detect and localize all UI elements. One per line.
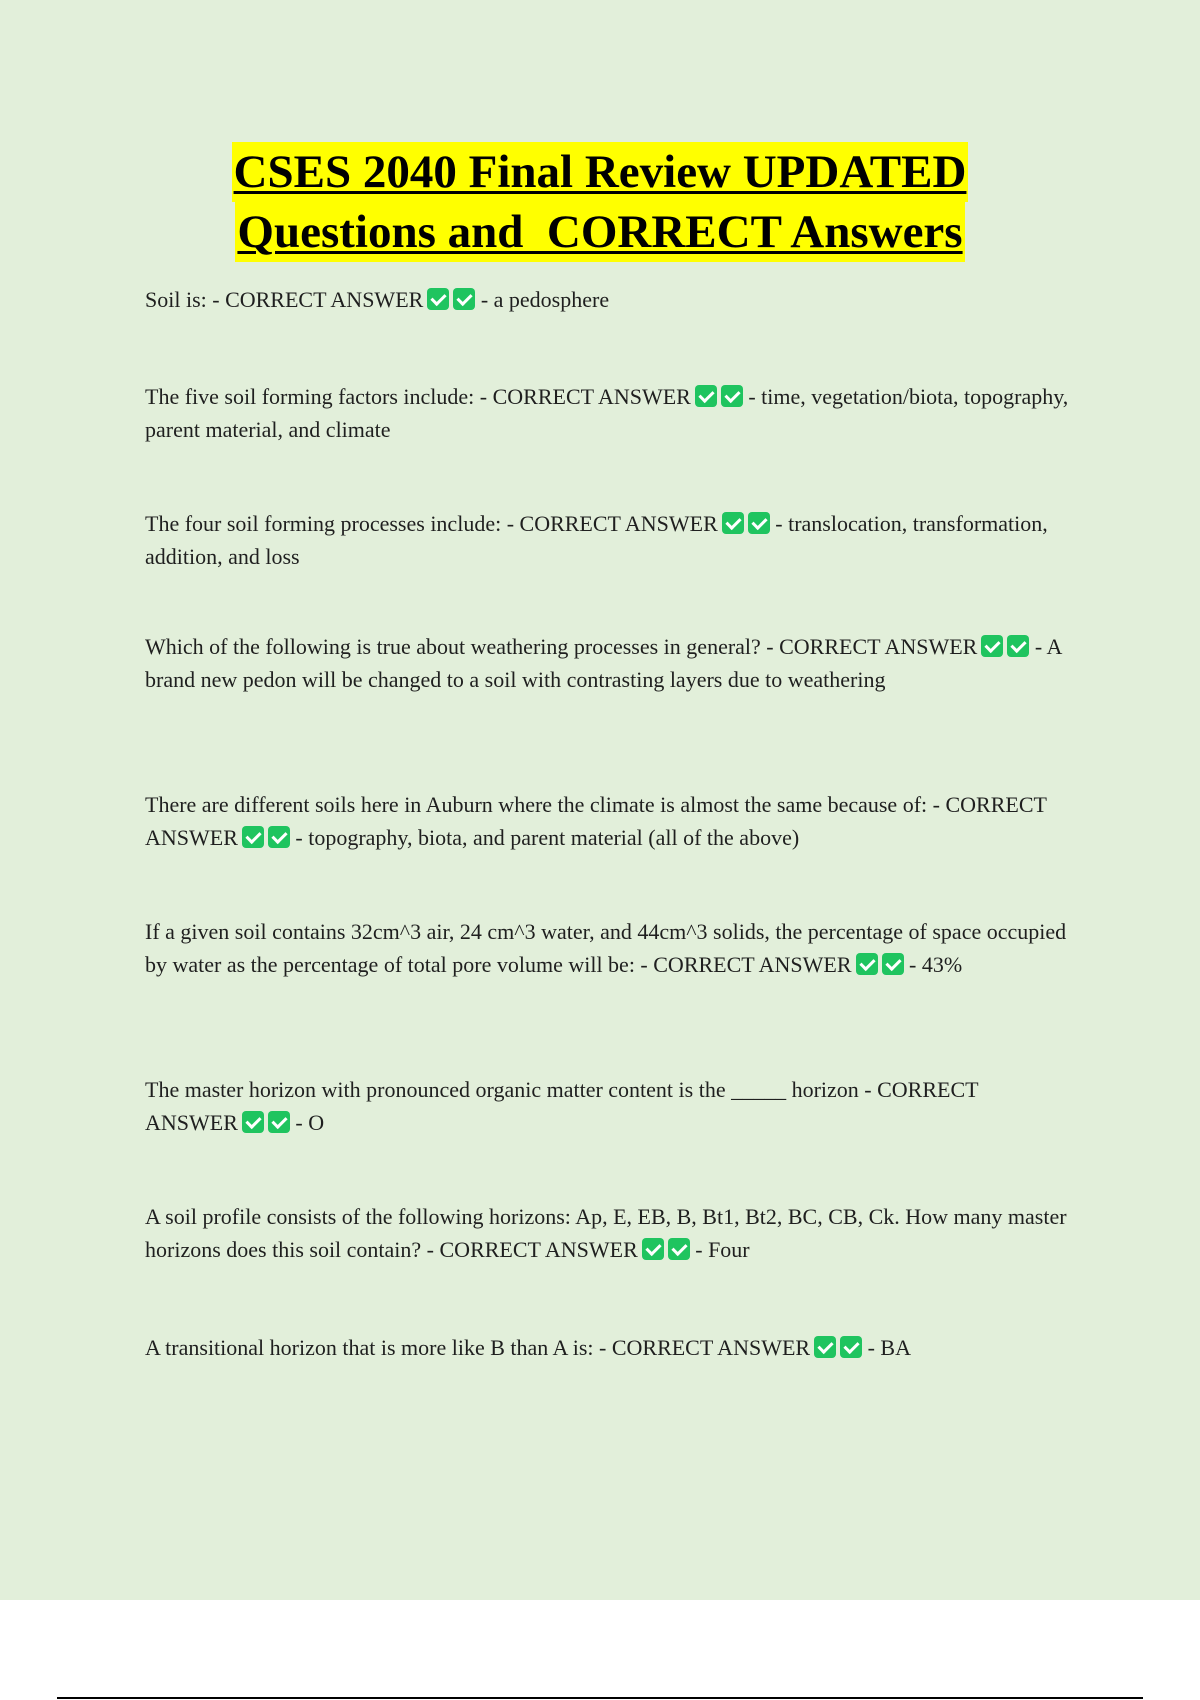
qa-item-1 (145, 283, 1075, 316)
question-text: Soil is: - CORRECT ANSWER (145, 287, 424, 312)
question-text: The five soil forming factors include: - CORRECT ANSWER (145, 384, 691, 409)
answer-text: - time, vegetation/biota, topography, parent material, and climate (145, 384, 1069, 442)
qa-item-4 (145, 630, 1075, 696)
check-mark-icon (668, 1238, 690, 1260)
answer-text: - 43% (909, 952, 963, 977)
check-mark-icon (427, 288, 449, 310)
check-mark-icon (856, 953, 878, 975)
check-mark-icon (268, 1111, 290, 1133)
question-text: Which of the following is true about weathering processes in general? - CORRECT ANSWER (145, 634, 978, 659)
answer-text: - translocation, transformation, addition, and loss (145, 511, 1048, 569)
answer-text: - O (295, 1110, 325, 1135)
check-mark-icon (1007, 635, 1029, 657)
answer-text: - A brand new pedon will be changed to a soil with contrasting layers due to weathering (145, 634, 1062, 692)
check-mark-icon (695, 385, 717, 407)
check-mark-icon (840, 1336, 862, 1358)
qa-item-7 (145, 1073, 1075, 1139)
answer-text: - topography, biota, and parent material (all of the above) (295, 825, 800, 850)
title-line-1: CSES 2040 Final Review UPDATED (232, 142, 969, 202)
check-mark-icon (722, 512, 744, 534)
question-text: A soil profile consists of the following horizons: Ap, E, EB, B, Bt1, Bt2, BC, CB, Ck. How many master horizons does this soil contain? - CORRECT ANSWER (145, 1204, 1067, 1262)
check-mark-icon (242, 1111, 264, 1133)
check-mark-icon (748, 512, 770, 534)
answer-text: - BA (867, 1335, 911, 1360)
footer-divider (57, 1697, 1143, 1699)
qa-item-2 (145, 380, 1075, 446)
answer-text: - a pedosphere (480, 287, 610, 312)
question-text: The four soil forming processes include: - CORRECT ANSWER (145, 511, 718, 536)
document-title (0, 142, 1200, 262)
check-mark-icon (242, 826, 264, 848)
title-line-2: Questions and CORRECT Answers (235, 202, 964, 262)
qa-item-6 (145, 915, 1075, 981)
question-text: If a given soil contains 32cm^3 air, 24 cm^3 water, and 44cm^3 solids, the percentage of space occupied by water as the percentage of total pore volume will be: - CORRECT ANSWER (145, 919, 1067, 977)
qa-item-8 (145, 1200, 1075, 1266)
check-mark-icon (642, 1238, 664, 1260)
check-mark-icon (882, 953, 904, 975)
check-mark-icon (453, 288, 475, 310)
qa-item-5 (145, 788, 1075, 854)
check-mark-icon (814, 1336, 836, 1358)
question-text: There are different soils here in Auburn where the climate is almost the same because of: - CORRECT ANSWER (145, 792, 1047, 850)
qa-item-3 (145, 507, 1075, 573)
question-text: The master horizon with pronounced organic matter content is the _____ horizon - CORRECT ANSWER (145, 1077, 979, 1135)
check-mark-icon (721, 385, 743, 407)
qa-item-9 (145, 1331, 1075, 1364)
question-text: A transitional horizon that is more like B than A is: - CORRECT ANSWER (145, 1335, 811, 1360)
check-mark-icon (981, 635, 1003, 657)
answer-text: - Four (695, 1237, 750, 1262)
check-mark-icon (268, 826, 290, 848)
